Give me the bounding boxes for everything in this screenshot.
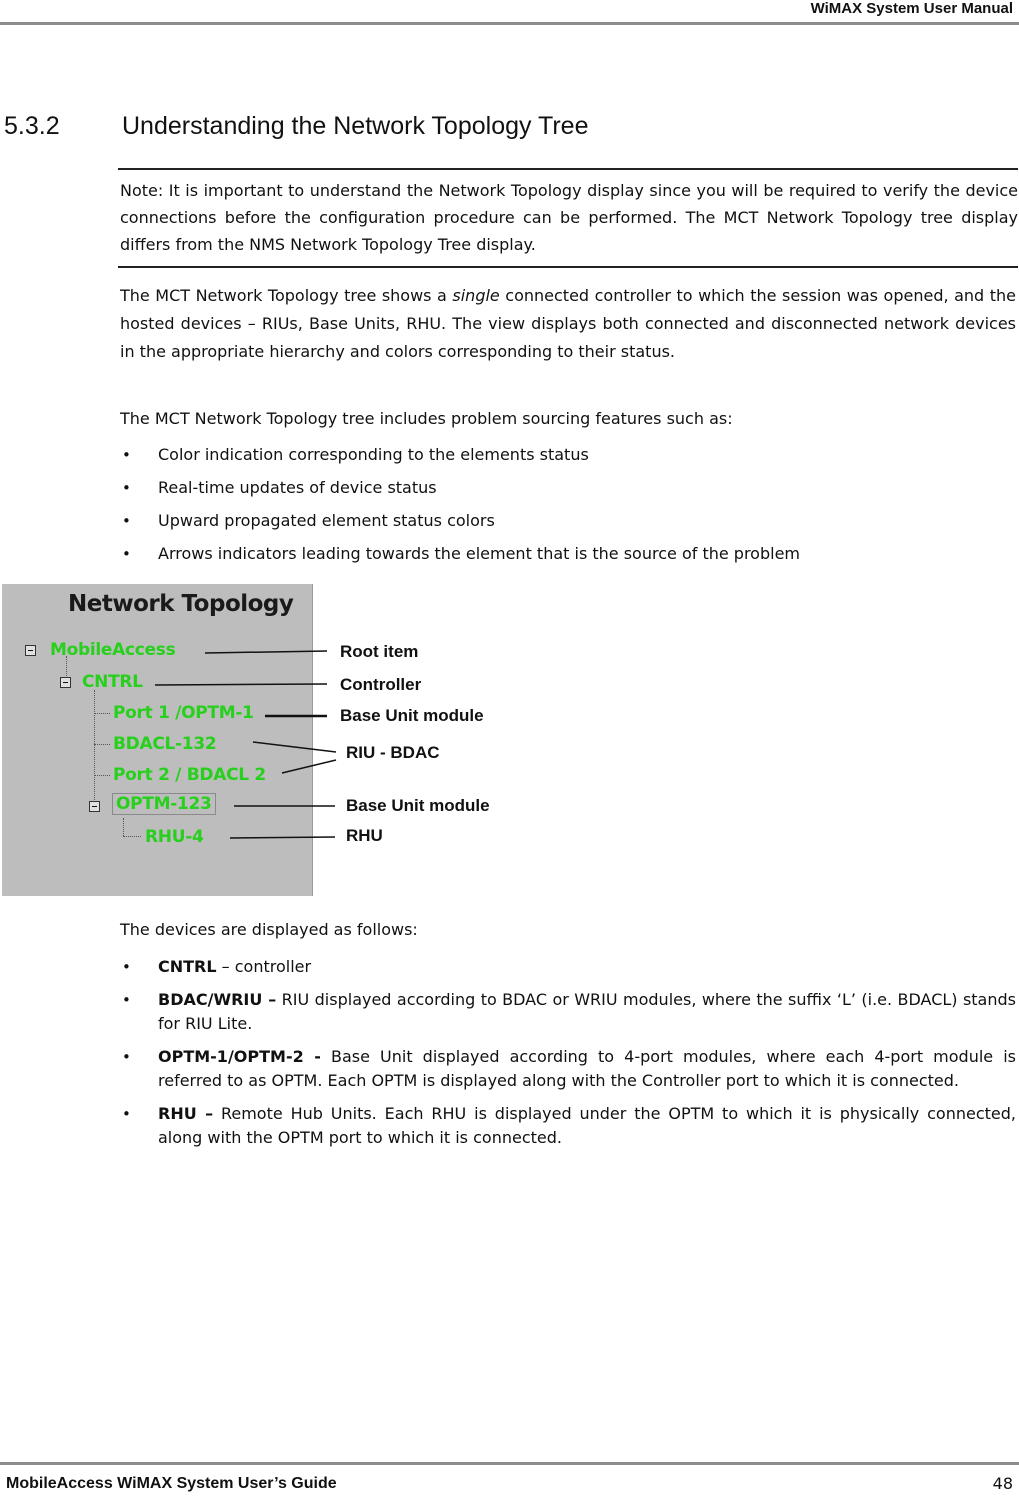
callout-line xyxy=(155,684,327,685)
tree-node-bdacl-132[interactable]: BDACL-132 xyxy=(113,734,217,754)
bullet-icon: • xyxy=(122,1105,131,1123)
intro-emphasis: single xyxy=(452,286,500,305)
tree-node-port1-optm1[interactable]: Port 1 /OPTM-1 xyxy=(113,703,254,723)
list-item: • CNTRL – controller xyxy=(120,955,1016,979)
bullet-icon: • xyxy=(122,479,131,497)
callout-line xyxy=(253,742,336,752)
callout-riu-bdac: RIU - BDAC xyxy=(346,743,440,762)
tree-node-controller[interactable]: CNTRL xyxy=(82,672,143,692)
list-item: • Upward propagated element status colors xyxy=(120,509,1016,542)
callout-base-unit-1: Base Unit module xyxy=(340,706,484,725)
intro-paragraph: The MCT Network Topology tree shows a single connected controller to which the session was opened, and the hosted devices – RIUs, Base Units, RHU. The view displays both connected and disconnected network devices in the appropriate hierarchy and colors corresponding to their status. xyxy=(120,286,1016,361)
list-item: • BDAC/WRIU – RIU displayed according to BDAC or WRIU modules, where the suffix ‘L’ (i.e. BDACL) stands for RIU Lite. xyxy=(122,990,1016,1033)
tree-node-root[interactable]: MobileAccess xyxy=(50,640,176,660)
tree-node-optm-123[interactable]: OPTM-123 xyxy=(112,793,216,815)
callout-controller: Controller xyxy=(340,675,422,694)
list-item: • Real-time updates of device status xyxy=(120,476,1016,509)
list-item: • OPTM-1/OPTM-2 - Base Unit displayed according to 4-port modules, where each 4-port module is referred to as OPTM. Each OPTM is displayed along with the Controller port to which it is connected. xyxy=(122,1047,1016,1090)
bullet-icon: • xyxy=(122,512,131,530)
devices-intro: The devices are displayed as follows: xyxy=(120,920,418,939)
callout-line xyxy=(282,760,336,773)
list-item: • RHU – Remote Hub Units. Each RHU is displayed under the OPTM to which it is physically connected, along with the OPTM port to which it is connected. xyxy=(122,1104,1017,1147)
page-footer xyxy=(0,1462,1019,1499)
callout-base-unit-2: Base Unit module xyxy=(346,796,490,815)
devices-list xyxy=(120,955,1016,1159)
tree-node-rhu-4[interactable]: RHU-4 xyxy=(145,827,204,847)
header-title: WiMAX System User Manual xyxy=(810,0,1013,17)
callout-root-item: Root item xyxy=(340,642,419,661)
bullet-icon: • xyxy=(122,446,131,464)
bullet-icon: • xyxy=(122,958,131,976)
callout-line xyxy=(230,837,335,838)
footer-guide-title: MobileAccess WiMAX System User’s Guide xyxy=(6,1475,337,1492)
list-item: • Arrows indicators leading towards the element that is the source of the problem xyxy=(120,542,1016,575)
note-box: Note: It is important to understand the Network Topology display since you will be required to verify the device connections before the configuration procedure can be performed. The MCT Network Topology tree display differs from the NMS Network Topology Tree display. xyxy=(118,168,1018,268)
tree-node-port2-bdacl2[interactable]: Port 2 / BDACL 2 xyxy=(113,765,266,785)
section-number: 5.3.2 xyxy=(4,112,60,140)
callout-rhu: RHU xyxy=(346,826,383,845)
tree-title: Network Topology xyxy=(68,591,294,617)
callout-line xyxy=(205,651,327,653)
list-item: • Color indication corresponding to the elements status xyxy=(120,443,1016,476)
section-title: Understanding the Network Topology Tree xyxy=(122,112,589,140)
bullet-icon: • xyxy=(122,991,131,1009)
bullet-icon: • xyxy=(122,1048,131,1066)
page-number: 48 xyxy=(992,1474,1013,1493)
bullet-icon: • xyxy=(122,545,131,563)
features-intro: The MCT Network Topology tree includes problem sourcing features such as: xyxy=(120,409,733,428)
